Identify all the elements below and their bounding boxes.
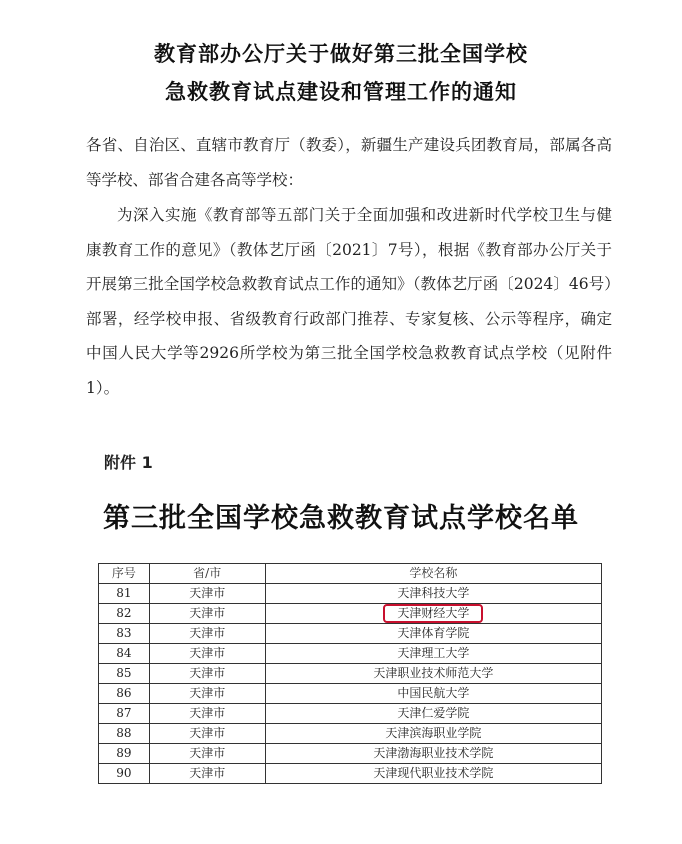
- row-number: 87: [99, 704, 150, 724]
- table-row: [99, 684, 602, 704]
- table-row: [99, 764, 602, 784]
- row-province: 天津市: [149, 764, 265, 784]
- notice-title-line-2: 急救教育试点建设和管理工作的通知: [165, 80, 517, 104]
- row-number: 85: [99, 664, 150, 684]
- row-province: 天津市: [149, 664, 265, 684]
- row-province: 天津市: [149, 744, 265, 764]
- row-number: 83: [99, 624, 150, 644]
- row-number: 88: [99, 724, 150, 744]
- row-school-name: 天津职业技术师范大学: [265, 664, 601, 684]
- row-province: 天津市: [149, 704, 265, 724]
- row-school-name: 天津体育学院: [265, 624, 601, 644]
- row-province: 天津市: [149, 644, 265, 664]
- table-row-highlighted: [99, 604, 602, 624]
- notice-title-line-1: 教育部办公厅关于做好第三批全国学校: [154, 42, 528, 66]
- body-paragraph: 为深入实施《教育部等五部门关于全面加强和改进新时代学校卫生与健康教育工作的意见》（教体艺厅函〔2021〕7号），根据《教育部办公厅关于开展第三批全国学校急救教育试点工作的通知》（教体艺厅函〔2024〕46号）部署，经学校申报、省级教育行政部门推荐、专家复核、公示等程序，确定中国人民大学等2926所学校为第三批全国学校急救教育试点学校（见附件1）。: [86, 206, 612, 397]
- row-province: 天津市: [149, 624, 265, 644]
- annex-label: 附件 1: [104, 453, 153, 472]
- addressee-paragraph: 各省、自治区、直辖市教育厅（教委），新疆生产建设兵团教育局，部属各高等学校、部省合建各高等学校：: [86, 136, 612, 189]
- row-school-name: 天津现代职业技术学院: [265, 764, 601, 784]
- row-province: 天津市: [149, 724, 265, 744]
- table-row: [99, 624, 602, 644]
- row-school-name: 天津科技大学: [265, 584, 601, 604]
- header-number: 序号: [99, 564, 150, 584]
- row-number: 84: [99, 644, 150, 664]
- table-row: [99, 744, 602, 764]
- row-school-name-cell: [265, 604, 601, 624]
- row-school-name: 天津理工大学: [265, 644, 601, 664]
- row-number: 81: [99, 584, 150, 604]
- row-number: 86: [99, 684, 150, 704]
- row-number: 89: [99, 744, 150, 764]
- row-school-name: 中国民航大学: [265, 684, 601, 704]
- row-province: 天津市: [149, 684, 265, 704]
- table-header-row: [99, 564, 602, 584]
- row-school-name: 天津滨海职业学院: [265, 724, 601, 744]
- row-number: 90: [99, 764, 150, 784]
- row-number: 82: [99, 604, 150, 624]
- list-title: 第三批全国学校急救教育试点学校名单: [103, 503, 579, 534]
- header-province: 省/市: [149, 564, 265, 584]
- row-school-name: 天津仁爱学院: [265, 704, 601, 724]
- row-province: 天津市: [149, 604, 265, 624]
- school-list-table: [98, 563, 602, 784]
- highlighted-school-name: 天津财经大学: [383, 604, 483, 623]
- table-row: [99, 664, 602, 684]
- header-school-name: 学校名称: [265, 564, 601, 584]
- table-row: [99, 724, 602, 744]
- row-province: 天津市: [149, 584, 265, 604]
- table-row: [99, 644, 602, 664]
- row-school-name: 天津渤海职业技术学院: [265, 744, 601, 764]
- table-row: [99, 584, 602, 604]
- table-row: [99, 704, 602, 724]
